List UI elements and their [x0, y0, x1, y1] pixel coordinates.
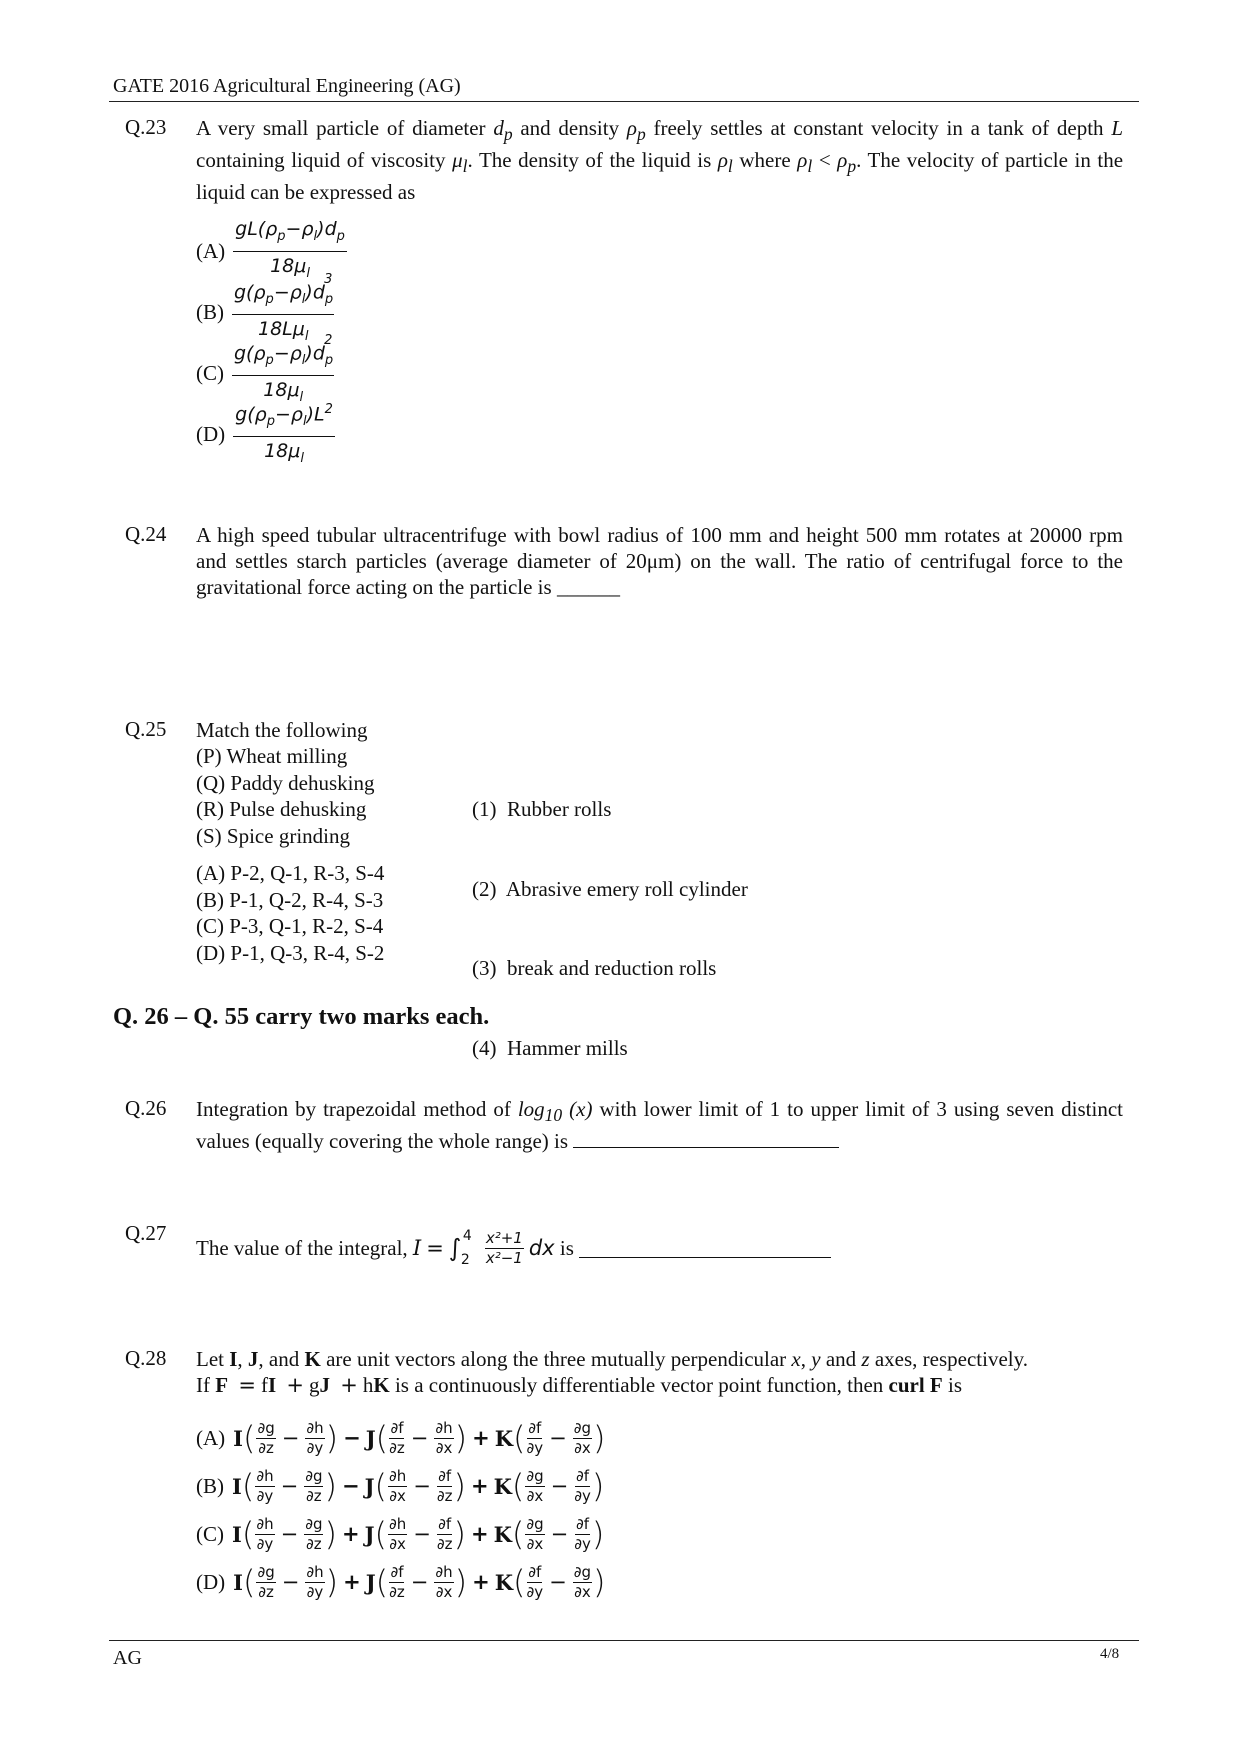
left-paren: (	[511, 1467, 525, 1505]
fraction-numerator: $gL(\rho_p-\rho_l)d_p$	[233, 217, 347, 252]
fraction-denominator: $18L\mu_l$	[257, 318, 309, 344]
q25-left-column	[196, 743, 374, 849]
option-label: (B)	[196, 1473, 224, 1498]
right-paren: )	[325, 1419, 339, 1457]
numerator: ∂f	[438, 1466, 452, 1485]
q23-option-d	[196, 402, 335, 466]
partial-fraction	[574, 1516, 591, 1553]
minus: −	[280, 1474, 299, 1498]
q27-integrand: x²+1 x²−1	[485, 1228, 523, 1267]
denominator: ∂z	[258, 1582, 274, 1601]
q25-option-a: (A) P-2, Q-1, R-3, S-4	[196, 861, 385, 885]
operator: +	[472, 1570, 490, 1594]
denominator: ∂y	[256, 1486, 274, 1505]
partial-fraction	[527, 1564, 544, 1601]
unit-vector: J	[364, 1521, 375, 1547]
left-paren: (	[374, 1467, 387, 1505]
partial-fraction	[304, 1516, 323, 1553]
page-header-title: GATE 2016 Agricultural Engineering (AG)	[113, 75, 461, 97]
partial-fraction	[256, 1564, 275, 1601]
partial-fraction	[525, 1468, 544, 1505]
unit-vector: I	[233, 1425, 243, 1451]
q28-option-b	[196, 1463, 604, 1509]
left-paren: (	[241, 1515, 255, 1553]
numerator: ∂h	[306, 1562, 324, 1581]
right-paren: )	[454, 1419, 468, 1457]
option-label: (C)	[196, 360, 224, 385]
partial-fraction	[434, 1420, 453, 1457]
denominator: ∂z	[306, 1534, 322, 1553]
denominator: ∂x	[389, 1486, 406, 1505]
denominator: ∂x	[574, 1438, 591, 1457]
option-label: (D)	[196, 421, 226, 446]
partial-fraction	[388, 1468, 407, 1505]
footer-code: AG	[113, 1647, 142, 1669]
unit-vector: I	[232, 1521, 242, 1547]
minus: −	[280, 1522, 299, 1546]
partial-fraction	[305, 1564, 324, 1601]
q23-number: Q.23	[125, 115, 167, 139]
partial-fraction	[389, 1564, 405, 1601]
denominator: ∂z	[389, 1438, 405, 1457]
operator: −	[343, 1426, 361, 1450]
fraction-numerator: $g(\rho_p-\rho_l)d_p^3$	[232, 276, 334, 315]
operator: +	[470, 1522, 489, 1546]
partial-fraction	[574, 1468, 591, 1505]
numerator: ∂g	[573, 1418, 592, 1437]
footer-rule	[109, 1640, 1139, 1641]
unit-vector: K	[493, 1521, 512, 1547]
q28-option-c	[196, 1511, 604, 1557]
denominator: ∂y	[574, 1486, 591, 1505]
numerator: ∂g	[257, 1562, 275, 1581]
right-paren: )	[453, 1515, 466, 1553]
q28-option-a	[196, 1415, 606, 1461]
q28-option-d	[196, 1559, 606, 1605]
fraction-numerator: $g(\rho_p-\rho_l)L^2$	[233, 398, 335, 437]
numerator: ∂g	[257, 1418, 275, 1437]
numerator: ∂h	[388, 1466, 407, 1485]
minus: −	[549, 1570, 567, 1594]
option-label: (B)	[196, 299, 224, 324]
numerator: ∂h	[388, 1514, 407, 1533]
q27-text: The value of the integral, I = ∫ 4 2 x²+1 x²−1 dx is	[196, 1222, 831, 1274]
q28-number: Q.28	[125, 1346, 167, 1370]
denominator: ∂z	[258, 1438, 274, 1457]
partial-fraction	[573, 1564, 592, 1601]
q26-text: Integration by trapezoidal method of $\log_{10} (x)$ with lower limit of 1 to upper limit of 3 using seven distinct values (equally covering the whole range) is	[196, 1097, 1124, 1154]
right-paren: )	[325, 1563, 339, 1601]
denominator: ∂z	[436, 1486, 453, 1505]
partial-fraction	[437, 1516, 453, 1553]
integral-sign: ∫ 4 2	[448, 1228, 472, 1268]
partial-fraction	[255, 1468, 274, 1505]
q23-text: A very small particle of diameter $d_p$ and density $\rho_p$ freely settles at constant velocity in a tank of depth L containing liquid of viscosity $\mu_l$. The density of the liquid is $\rho_l$ where $\rho_l < \rho_p$. The velocity of particle in the liquid can be expressed as	[196, 116, 1124, 205]
q23-option-b	[196, 272, 334, 344]
numerator: ∂h	[435, 1562, 453, 1581]
partial-fraction	[305, 1420, 324, 1457]
q24-number: Q.24	[125, 522, 167, 546]
numerator: ∂g	[526, 1466, 544, 1485]
denominator: ∂z	[306, 1486, 322, 1505]
partial-fraction	[525, 1516, 544, 1553]
operator: +	[343, 1570, 361, 1594]
unit-vector: J	[364, 1473, 375, 1499]
denominator: ∂y	[306, 1438, 324, 1457]
left-paren: (	[513, 1563, 526, 1601]
partial-fraction	[527, 1420, 544, 1457]
unit-vector: J	[365, 1425, 376, 1451]
q26-number: Q.26	[125, 1096, 167, 1120]
numerator: ∂f	[390, 1562, 404, 1581]
q25-option-c: (C) P-3, Q-1, R-2, S-4	[196, 914, 384, 938]
q25-right-item: (2) Abrasive emery roll cylinder	[472, 876, 748, 901]
denominator: ∂y	[306, 1582, 324, 1601]
denominator: ∂x	[435, 1582, 453, 1601]
partial-fraction	[255, 1516, 274, 1553]
minus: −	[410, 1426, 429, 1450]
operator: +	[341, 1522, 360, 1546]
q28-text: Let I, J, and K are unit vectors along the three mutually perpendicular x, y and z axes, respectively. If F = fI + gJ + hK is a continuously differentiable vector point function, then curl F is	[196, 1347, 1028, 1397]
q25-right-column	[472, 743, 748, 1088]
denominator: ∂x	[574, 1582, 591, 1601]
denominator: ∂x	[389, 1534, 406, 1553]
minus: −	[549, 1426, 567, 1450]
q27-answer-blank	[579, 1239, 831, 1258]
right-paren: )	[593, 1563, 606, 1601]
minus: −	[413, 1474, 431, 1498]
partial-fraction	[389, 1420, 405, 1457]
minus: −	[550, 1522, 569, 1546]
q25-right-item: (3) break and reduction rolls	[472, 956, 717, 980]
q25-left-item: (R) Pulse dehusking	[196, 797, 367, 821]
unit-vector: K	[493, 1473, 512, 1499]
minus: −	[413, 1522, 431, 1546]
partial-fraction	[437, 1468, 453, 1505]
q25-intro: Match the following	[196, 718, 368, 742]
numerator: ∂h	[306, 1418, 324, 1437]
q25-right-item: (1) Rubber rolls	[472, 797, 612, 821]
minus: −	[281, 1426, 300, 1450]
left-paren: (	[374, 1515, 387, 1553]
option-label: (D)	[196, 1569, 226, 1594]
q25-left-item: (Q) Paddy dehusking	[196, 770, 375, 795]
denominator: ∂x	[526, 1534, 544, 1553]
right-paren: )	[591, 1515, 605, 1553]
left-paren: (	[242, 1419, 256, 1457]
partial-fraction	[388, 1516, 407, 1553]
page-number: 4/8	[1100, 1646, 1120, 1662]
numerator: ∂f	[438, 1514, 452, 1533]
numerator: ∂f	[390, 1418, 404, 1437]
numerator: ∂f	[528, 1418, 542, 1437]
option-label: (A)	[196, 1425, 226, 1450]
denominator: ∂z	[436, 1534, 453, 1553]
numerator: ∂g	[526, 1514, 544, 1533]
q25-options	[196, 860, 384, 966]
numerator: ∂g	[305, 1514, 323, 1533]
q25-right-item: (4) Hammer mills	[472, 1035, 628, 1060]
numerator: ∂h	[435, 1418, 453, 1437]
q25-left-item: (S) Spice grinding	[196, 823, 350, 848]
fraction-denominator: $18\mu_l$	[270, 255, 310, 281]
left-paren: (	[513, 1419, 526, 1457]
unit-vector: J	[365, 1569, 376, 1595]
fraction-denominator: $18\mu_l$	[264, 440, 304, 466]
unit-vector: I	[232, 1473, 242, 1499]
left-paren: (	[375, 1563, 389, 1601]
option-label: (C)	[196, 1521, 224, 1546]
q25-option-b: (B) P-1, Q-2, R-4, S-3	[196, 887, 384, 912]
q24-text: A high speed tubular ultracentrifuge with bowl radius of 100 mm and height 500 mm rotates at 20000 rpm and settles starch particles (average diameter of 20μm) on the wall. The ratio of centrifugal force to the gravitational force acting on the particle is ______	[196, 523, 1123, 599]
right-paren: )	[324, 1515, 337, 1553]
header-rule	[109, 101, 1139, 102]
fraction-denominator: $18\mu_l$	[263, 379, 304, 405]
left-paren: (	[511, 1515, 525, 1553]
denominator: ∂x	[526, 1486, 544, 1505]
denominator: ∂y	[574, 1534, 591, 1553]
right-paren: )	[593, 1419, 606, 1457]
numerator: ∂g	[305, 1466, 323, 1485]
partial-fraction	[256, 1420, 275, 1457]
option-fraction	[233, 398, 335, 470]
minus: −	[550, 1474, 569, 1498]
operator: +	[472, 1426, 490, 1450]
numerator: ∂h	[256, 1514, 274, 1533]
right-paren: )	[454, 1563, 468, 1601]
minus: −	[410, 1570, 429, 1594]
right-paren: )	[324, 1467, 337, 1505]
option-label: (A)	[196, 238, 226, 263]
numerator: ∂f	[576, 1514, 590, 1533]
operator: +	[470, 1474, 489, 1498]
q23-option-c	[196, 333, 334, 405]
left-paren: (	[241, 1467, 255, 1505]
q25-option-d: (D) P-1, Q-3, R-4, S-2	[196, 940, 385, 965]
numerator: ∂g	[573, 1562, 592, 1581]
denominator: ∂x	[435, 1438, 453, 1457]
numerator: ∂f	[576, 1466, 590, 1485]
left-paren: (	[242, 1563, 256, 1601]
unit-vector: K	[494, 1569, 514, 1595]
partial-fraction	[573, 1420, 592, 1457]
partial-fraction	[434, 1564, 453, 1601]
section-heading: Q. 26 – Q. 55 carry two marks each.	[113, 1003, 490, 1030]
denominator: ∂z	[389, 1582, 405, 1601]
q27-number: Q.27	[125, 1221, 167, 1245]
unit-vector: K	[494, 1425, 514, 1451]
denominator: ∂y	[256, 1534, 274, 1553]
numerator: ∂h	[256, 1466, 274, 1485]
right-paren: )	[591, 1467, 605, 1505]
partial-fraction	[304, 1468, 323, 1505]
left-paren: (	[375, 1419, 389, 1457]
q25-left-item: (P) Wheat milling	[196, 744, 348, 768]
unit-vector: I	[233, 1569, 243, 1595]
denominator: ∂y	[526, 1582, 544, 1601]
minus: −	[281, 1570, 300, 1594]
q26-answer-blank	[573, 1129, 839, 1148]
operator: −	[341, 1474, 360, 1498]
denominator: ∂y	[526, 1438, 544, 1457]
right-paren: )	[453, 1467, 466, 1505]
fraction-numerator: $g(\rho_p-\rho_l)d_p^2$	[232, 337, 334, 376]
q25-number: Q.25	[125, 717, 167, 741]
numerator: ∂f	[528, 1562, 542, 1581]
